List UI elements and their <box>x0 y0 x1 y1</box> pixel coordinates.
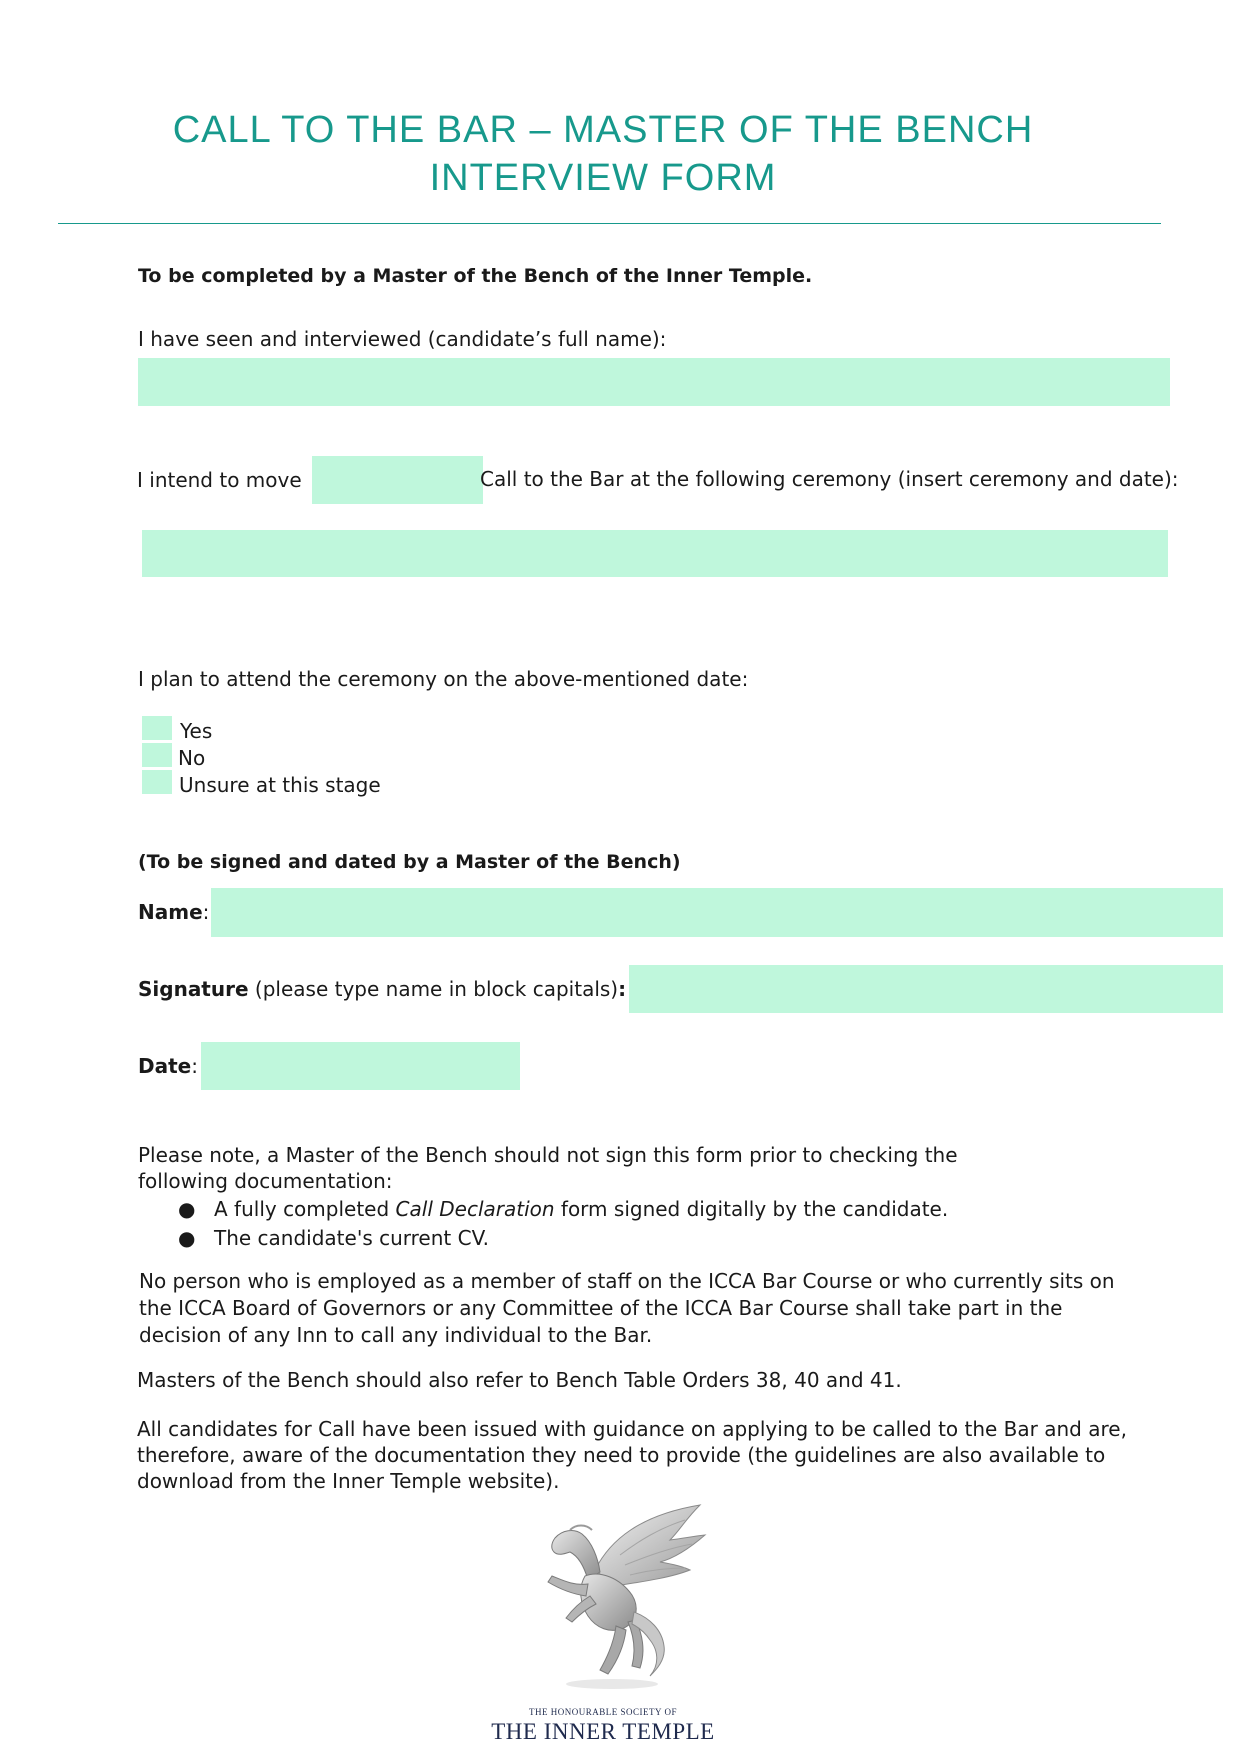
date-input[interactable] <box>201 1042 520 1090</box>
guidance-line-1: All candidates for Call have been issued with guidance on applying to be called to the Bar and are, <box>137 1417 1127 1441</box>
signature-hint: (please type name in block capitals) <box>248 977 619 1001</box>
bencher-name-input[interactable] <box>211 888 1223 937</box>
page-title-line-1: CALL TO THE BAR – MASTER OF THE BENCH <box>172 109 1034 151</box>
logo-caption-small: THE HONOURABLE SOCIETY OF <box>529 1707 677 1717</box>
bullet-item-1 <box>214 1196 948 1223</box>
bullet-item-2: The candidate's current CV. <box>214 1226 490 1250</box>
bullet1-pre: A fully completed <box>214 1197 396 1221</box>
title-divider <box>58 223 1161 224</box>
intend-suffix: Call to the Bar at the following ceremony (insert ceremony and date): <box>480 467 1179 491</box>
name-colon: : <box>202 900 210 924</box>
intro-text: To be completed by a Master of the Bench of the Inner Temple. <box>138 265 813 287</box>
unsure-option-label: Unsure at this stage <box>179 773 381 797</box>
guidance-line-3: download from the Inner Temple website). <box>137 1469 560 1493</box>
candidate-name-input[interactable] <box>138 358 1170 406</box>
note-line-2: following documentation: <box>138 1169 393 1193</box>
ceremony-date-input[interactable] <box>142 530 1168 577</box>
attend-label: I plan to attend the ceremony on the above-mentioned date: <box>138 667 749 691</box>
icca-line-1: No person who is employed as a member of staff on the ICCA Bar Course or who currently sits on <box>139 1269 1115 1293</box>
date-label-row <box>138 1053 198 1079</box>
name-label-row <box>138 899 209 925</box>
note-line-1: Please note, a Master of the Bench should not sign this form prior to checking the <box>138 1143 958 1167</box>
no-checkbox[interactable] <box>142 743 172 767</box>
intend-move-input[interactable] <box>312 456 483 504</box>
bullet-dot: ● <box>178 1226 196 1250</box>
yes-checkbox[interactable] <box>142 716 172 740</box>
logo-caption-large: THE INNER TEMPLE <box>491 1719 715 1744</box>
date-label: Date <box>138 1054 192 1078</box>
signature-input[interactable] <box>629 965 1223 1013</box>
date-colon: : <box>191 1054 198 1078</box>
signature-colon: : <box>618 977 627 1001</box>
sign-heading: (To be signed and dated by a Master of the Bench) <box>138 851 681 873</box>
bullet1-post: form signed digitally by the candidate. <box>554 1197 949 1221</box>
bullet-dot: ● <box>178 1197 196 1221</box>
icca-line-2: the ICCA Board of Governors or any Committee of the ICCA Bar Course shall take part in the <box>139 1296 1063 1320</box>
guidance-line-2: therefore, aware of the documentation they need to provide (the guidelines are also available to <box>137 1443 1106 1467</box>
bullet1-emphasis: Call Declaration <box>395 1197 555 1221</box>
yes-option-label: Yes <box>180 719 213 743</box>
signature-label: Signature <box>138 977 249 1001</box>
signature-label-row <box>138 976 626 1002</box>
candidate-label: I have seen and interviewed (candidate’s full name): <box>138 327 667 351</box>
pegasus-logo-icon <box>500 1500 720 1692</box>
page-title-line-2: INTERVIEW FORM <box>429 157 777 199</box>
unsure-checkbox[interactable] <box>142 770 172 794</box>
icca-line-3: decision of any Inn to call any individual to the Bar. <box>139 1323 653 1347</box>
intend-prefix: I intend to move <box>137 468 302 492</box>
no-option-label: No <box>178 746 206 770</box>
bench-orders-text: Masters of the Bench should also refer to Bench Table Orders 38, 40 and 41. <box>137 1368 902 1392</box>
name-label: Name <box>138 900 203 924</box>
